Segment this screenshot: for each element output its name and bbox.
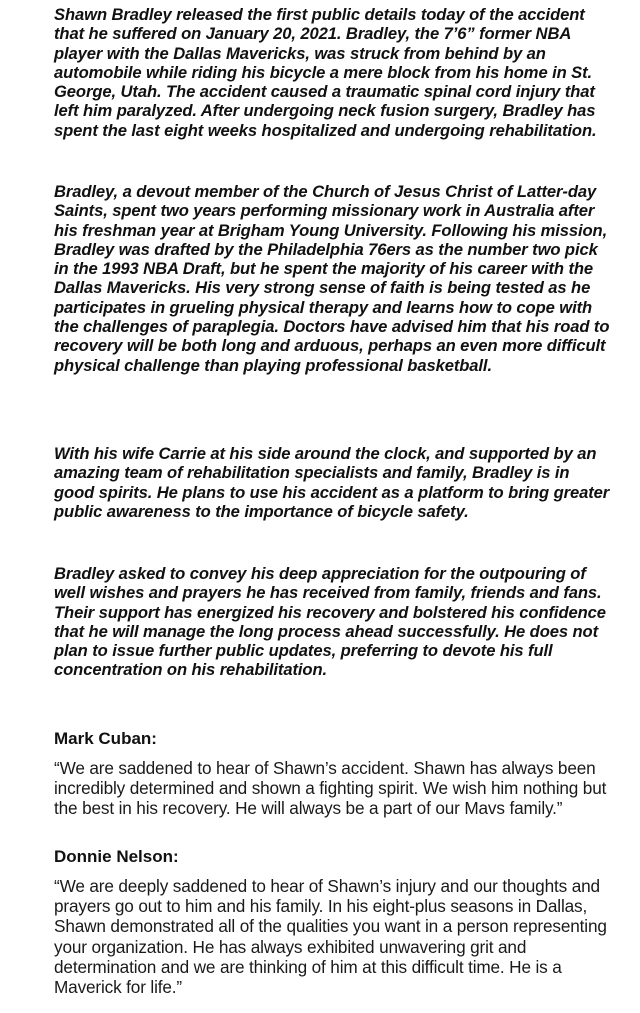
speaker-name: Mark Cuban: [54,729,157,748]
paragraph-accident-details: Shawn Bradley released the first public details today of the accident that he suffered on January 20, 2021. Bradley, the 7’6” former NBA player with the Dallas Mavericks, was struck from behind by an automobile while riding his bicycle a mere block from his home in St. George, Utah. The accident caused a traumatic spinal cord injury that left him paralyzed. After undergoing neck fusion surgery, Bradley has spent the last eight weeks hospitalized and undergoing rehabilitation. [54,5,597,140]
paragraph-background: Bradley, a devout member of the Church of Jesus Christ of Latter-day Saints, spent two years performing missionary work in Australia after his freshman year at Brigham Young University. Following his mission, Bradley was drafted by the Philadelphia 76ers as the number two pick in the 1993 NBA Draft, but he spent the majority of his career with the Dallas Mavericks. His very strong sense of faith is being tested as he participates in grueling physical therapy and learns how to cope with the challenges of paraplegia. Doctors have advised him that his road to recovery will be both long and arduous, perhaps an even more difficult physical challenge than playing professional basketball. [54,182,610,375]
speaker-name: Donnie Nelson: [54,847,179,866]
speaker-quote: “We are saddened to hear of Shawn’s accident. Shawn has always been incredibly determined and shown a fighting spirit. We wish him nothing but the best in his recovery. He will always be a part of our Mavs family.” [54,758,607,819]
paragraph-appreciation: Bradley asked to convey his deep appreciation for the outpouring of well wishes and prayers he has received from family, friends and fans. Their support has energized his recovery and bolstered his confidence that he will manage the long process ahead successfully. He does not plan to issue further public updates, preferring to devote his full concentration on his rehabilitation. [54,564,606,680]
paragraph-support: With his wife Carrie at his side around the clock, and supported by an amazing team of rehabilitation specialists and family, Bradley is in good spirits. He plans to use his accident as a platform to bring greater public awareness to the importance of bicycle safety. [54,444,610,521]
speaker-quote: “We are deeply saddened to hear of Shawn’s injury and our thoughts and prayers go out to him and his family. In his eight-plus seasons in Dallas, Shawn demonstrated all of the qualities you want in a person representing your organization. He has always exhibited unwavering grit and determination and we are thinking of him at this difficult time. He is a Maverick for life.” [54,876,607,998]
